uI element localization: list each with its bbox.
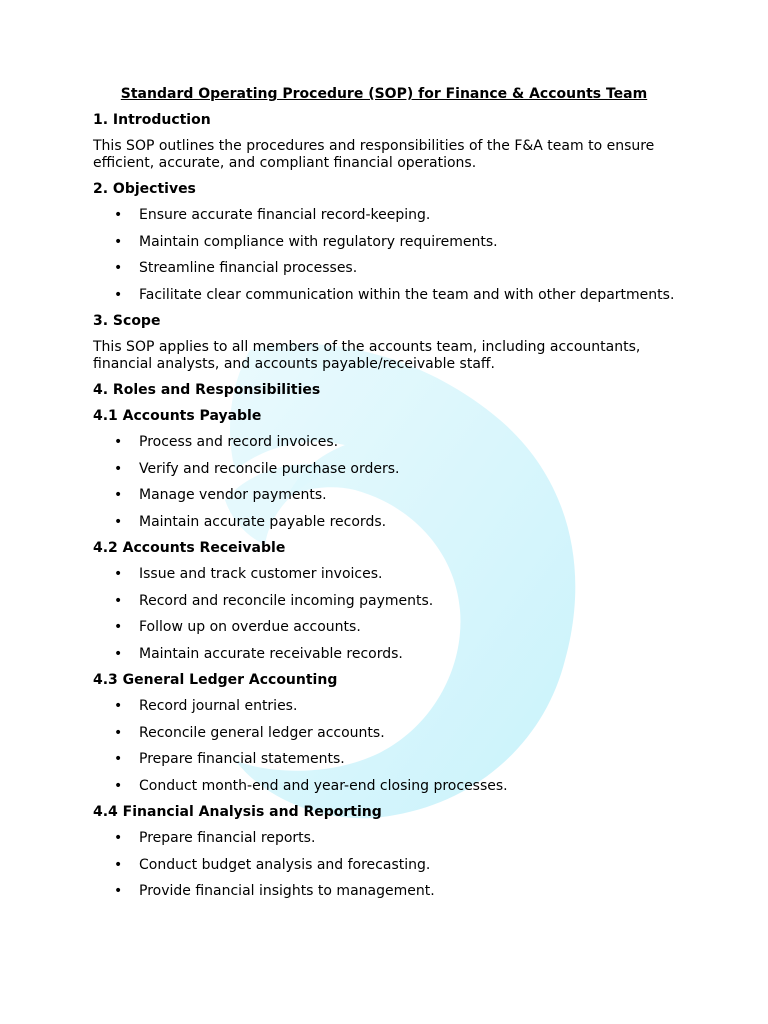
list-item: • Maintain accurate receivable records. <box>93 646 693 663</box>
list-item: • Maintain accurate payable records. <box>93 514 693 531</box>
introduction-paragraph: This SOP outlines the procedures and responsibilities of the F&A team to ensure efficient, accurate, and compliant financial operations. <box>93 138 655 171</box>
accounts-receivable-list <box>93 566 693 663</box>
list-item: • Provide financial insights to management. <box>93 883 693 900</box>
list-item: • Record and reconcile incoming payments. <box>93 593 693 610</box>
general-ledger-list <box>93 698 693 795</box>
list-item: • Follow up on overdue accounts. <box>93 619 693 636</box>
document-title: Standard Operating Procedure (SOP) for Finance & Accounts Team <box>120 86 648 102</box>
list-item: • Verify and reconcile purchase orders. <box>93 461 693 478</box>
list-item: • Process and record invoices. <box>93 434 693 451</box>
subsection-heading-accounts-receivable: 4.2 Accounts Receivable <box>93 540 286 556</box>
document-page <box>93 86 693 910</box>
section-heading-roles: 4. Roles and Responsibilities <box>93 382 321 398</box>
subsection-heading-general-ledger: 4.3 General Ledger Accounting <box>93 672 338 688</box>
section-heading-objectives: 2. Objectives <box>93 181 196 197</box>
list-item: • Reconcile general ledger accounts. <box>93 725 693 742</box>
list-item: • Conduct month-end and year-end closing processes. <box>93 778 693 795</box>
subsection-heading-accounts-payable: 4.1 Accounts Payable <box>93 408 262 424</box>
list-item: • Conduct budget analysis and forecasting. <box>93 857 693 874</box>
section-heading-introduction: 1. Introduction <box>93 112 211 128</box>
list-item: • Streamline financial processes. <box>93 260 693 277</box>
list-item: • Manage vendor payments. <box>93 487 693 504</box>
scope-paragraph: This SOP applies to all members of the accounts team, including accountants, financial analysts, and accounts payable/receivable staff. <box>93 339 641 372</box>
objectives-list <box>93 207 693 304</box>
list-item: • Prepare financial reports. <box>93 830 693 847</box>
list-item: • Record journal entries. <box>93 698 693 715</box>
section-heading-scope: 3. Scope <box>93 313 161 329</box>
list-item: • Prepare financial statements. <box>93 751 693 768</box>
list-item: • Issue and track customer invoices. <box>93 566 693 583</box>
list-item: • Facilitate clear communication within the team and with other departments. <box>93 287 693 304</box>
subsection-heading-financial-analysis: 4.4 Financial Analysis and Reporting <box>93 804 382 820</box>
list-item: • Maintain compliance with regulatory requirements. <box>93 234 693 251</box>
accounts-payable-list <box>93 434 693 531</box>
list-item: • Ensure accurate financial record-keeping. <box>93 207 693 224</box>
financial-analysis-list <box>93 830 693 900</box>
